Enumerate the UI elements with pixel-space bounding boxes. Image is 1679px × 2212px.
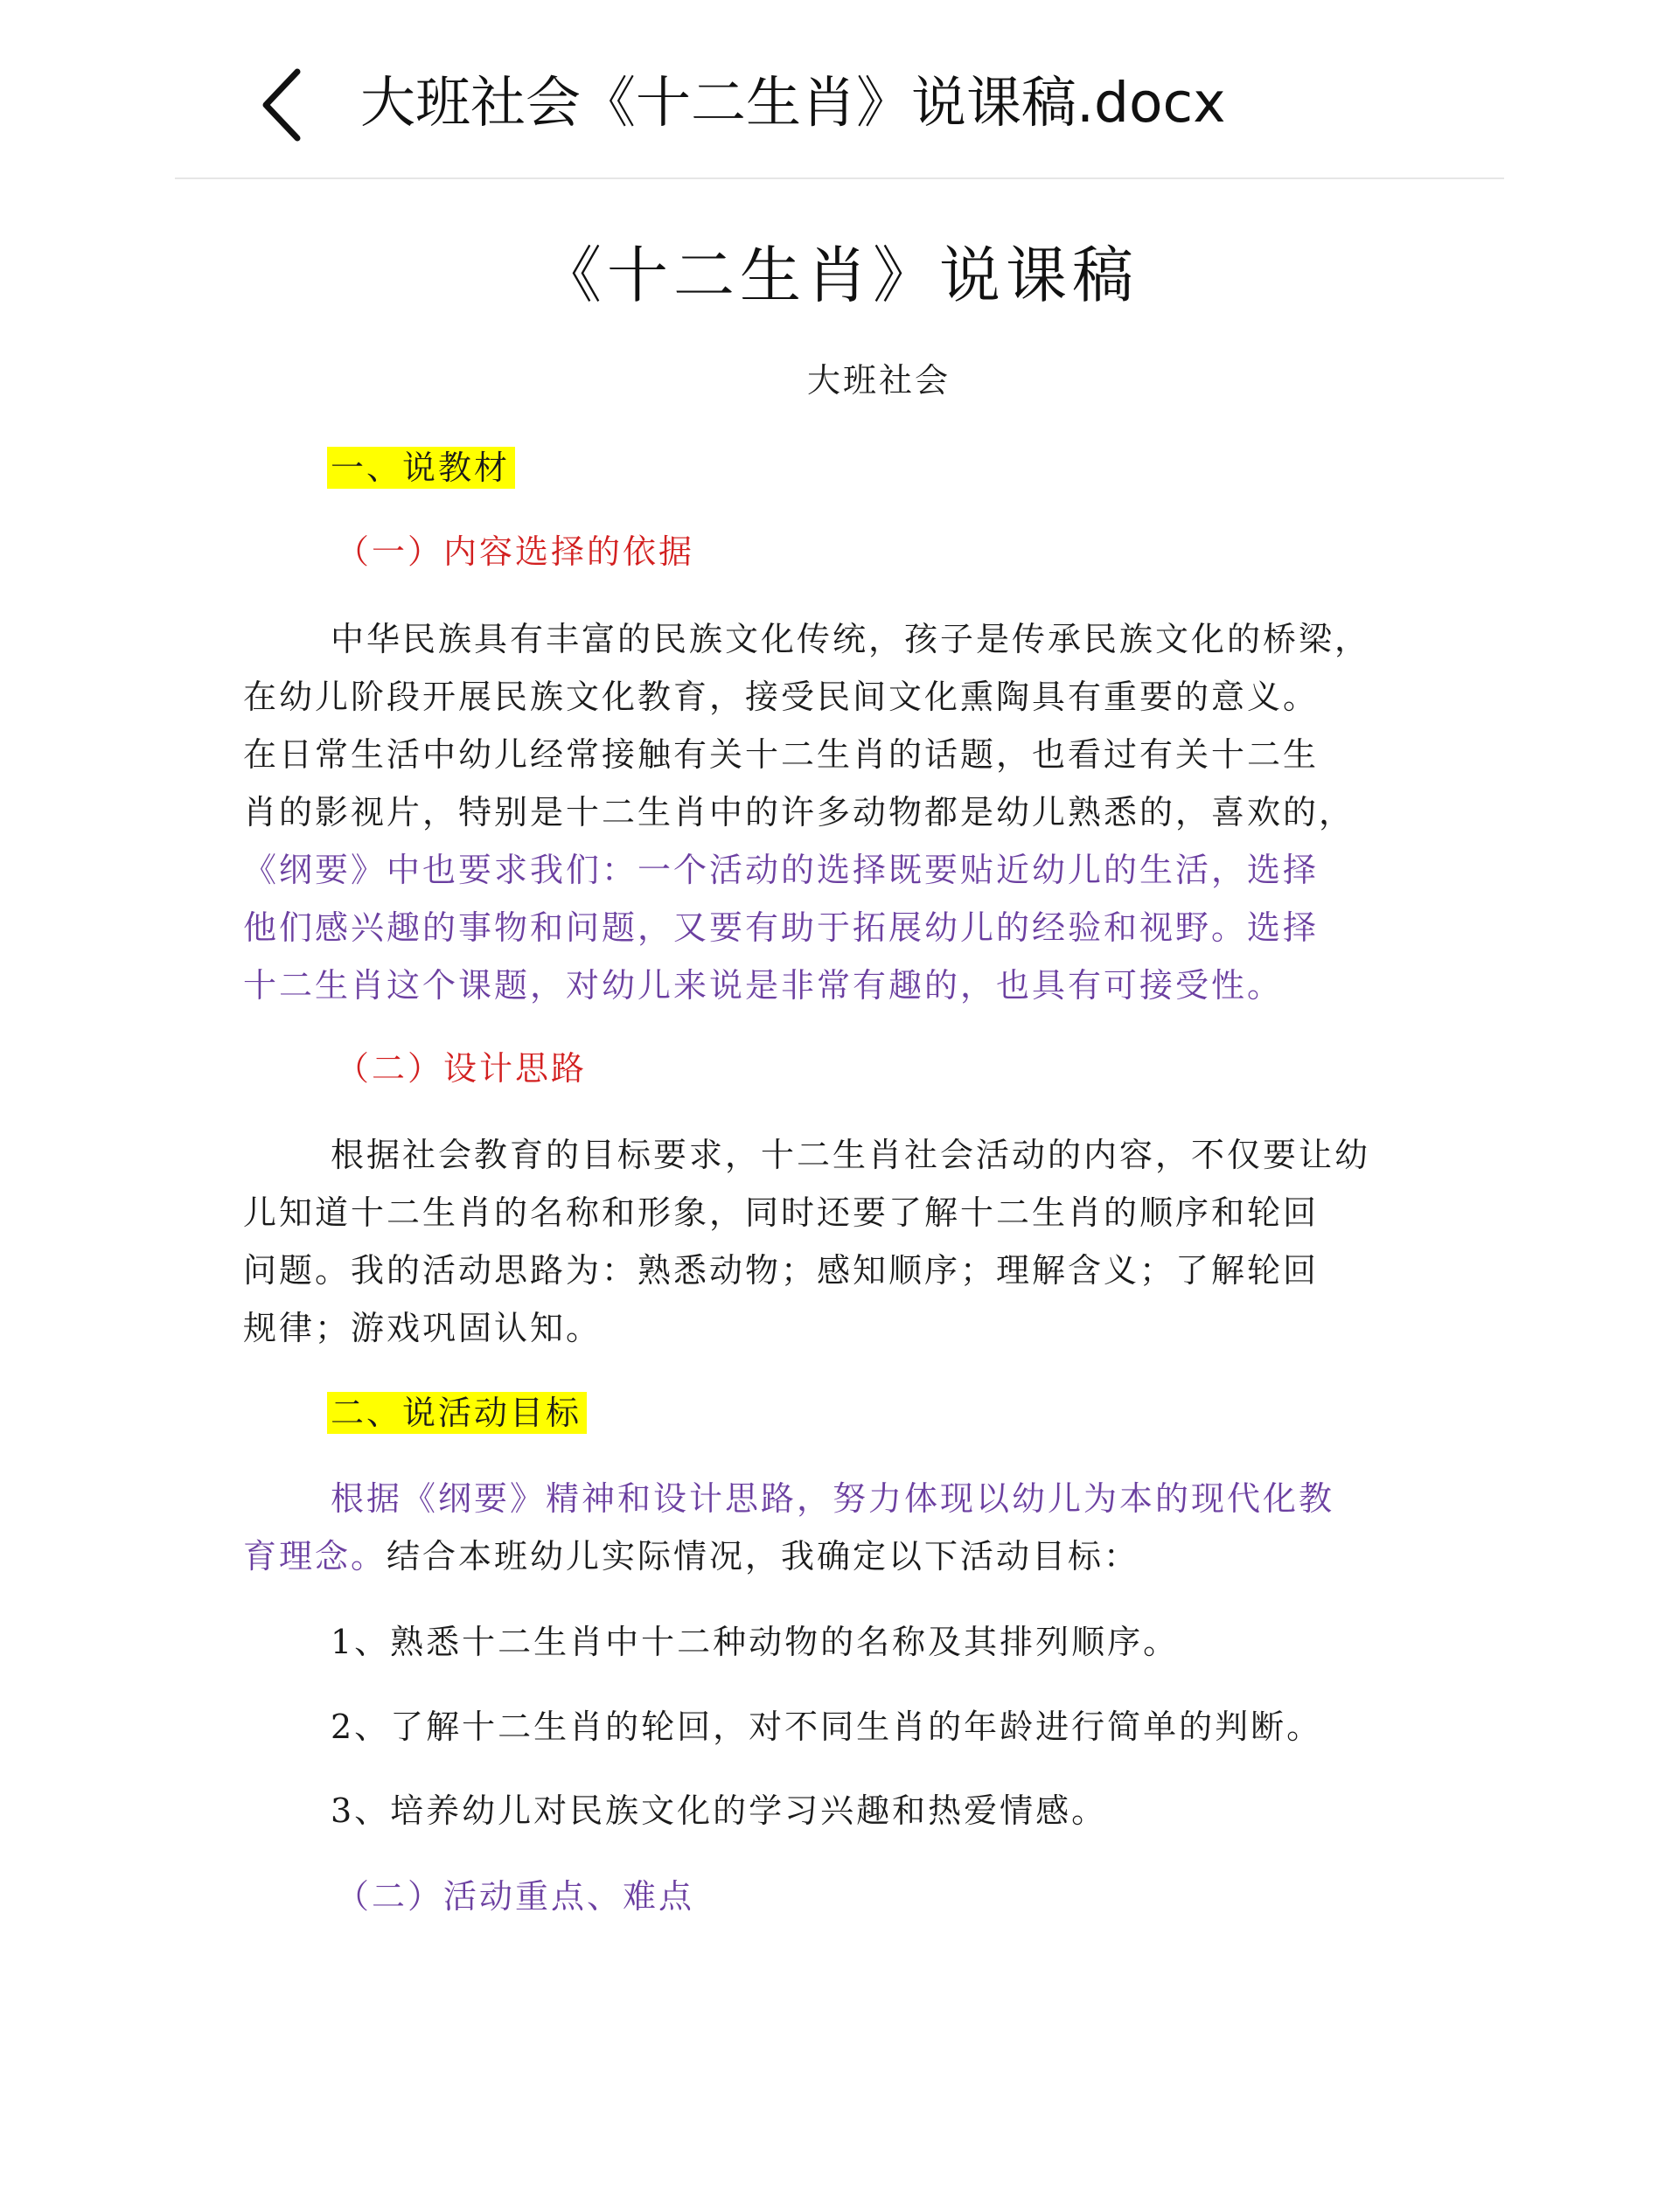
paragraph-line-mixed: [243, 1527, 1139, 1585]
subsection-heading-1: （一）内容选择的依据: [336, 532, 695, 571]
paragraph-purple-span: 育理念。: [243, 1537, 387, 1576]
header-divider: [175, 177, 1504, 179]
paragraph-line: 在幼儿阶段开展民族文化教育，接受民间文化熏陶具有重要的意义。: [243, 678, 1320, 716]
goal-item: 1、熟悉十二生肖中十二种动物的名称及其排列顺序。: [331, 1623, 1180, 1661]
paragraph-line: 在日常生活中幼儿经常接触有关十二生肖的话题，也看过有关十二生: [243, 735, 1320, 774]
paragraph-line: 规律；游戏巩固认知。: [243, 1309, 603, 1347]
subsection-heading-2: （二）设计思路: [336, 1049, 588, 1088]
chevron-left-icon: [254, 61, 315, 149]
app-header: [0, 0, 1679, 179]
paragraph-line: 儿知道十二生肖的名称和形象，同时还要了解十二生肖的顺序和轮回: [243, 1193, 1320, 1232]
document-filename: 大班社会《十二生肖》说课稿.docx: [360, 71, 1226, 135]
goal-item: 3、培养幼儿对民族文化的学习兴趣和热爱情感。: [331, 1791, 1108, 1830]
paragraph-line: 问题。我的活动思路为：熟悉动物；感知顺序；理解含义；了解轮回: [243, 1251, 1320, 1290]
paragraph-line: 肖的影视片，特别是十二生肖中的许多动物都是幼儿熟悉的，喜欢的，: [243, 793, 1355, 831]
document-title: 《十二生肖》说课稿: [540, 240, 1139, 311]
section-heading-1: [327, 442, 515, 493]
section-heading-1-text: 一、说教材: [327, 447, 515, 489]
back-button[interactable]: [254, 61, 315, 149]
paragraph-line-purple: 《纲要》中也要求我们：一个活动的选择既要贴近幼儿的生活，选择: [243, 851, 1320, 889]
document-subtitle: 大班社会: [806, 361, 951, 400]
paragraph-line-purple: 他们感兴趣的事物和问题，又要有助于拓展幼儿的经验和视野。选择: [243, 908, 1320, 947]
paragraph-span: 结合本班幼儿实际情况，我确定以下活动目标：: [387, 1537, 1140, 1576]
paragraph-line-purple: 十二生肖这个课题，对幼儿来说是非常有趣的，也具有可接受性。: [243, 966, 1284, 1005]
paragraph-line: 根据社会教育的目标要求，十二生肖社会活动的内容，不仅要让幼: [331, 1136, 1371, 1174]
section-heading-2: [327, 1388, 587, 1438]
paragraph-line-purple: 根据《纲要》精神和设计思路，努力体现以幼儿为本的现代化教: [331, 1479, 1335, 1518]
subsection-heading-3: （二）活动重点、难点: [336, 1877, 695, 1916]
goal-item: 2、了解十二生肖的轮回，对不同生肖的年龄进行简单的判断。: [331, 1708, 1323, 1746]
paragraph-line: 中华民族具有丰富的民族文化传统，孩子是传承民族文化的桥梁，: [331, 620, 1371, 658]
section-heading-2-text: 二、说活动目标: [327, 1392, 587, 1434]
